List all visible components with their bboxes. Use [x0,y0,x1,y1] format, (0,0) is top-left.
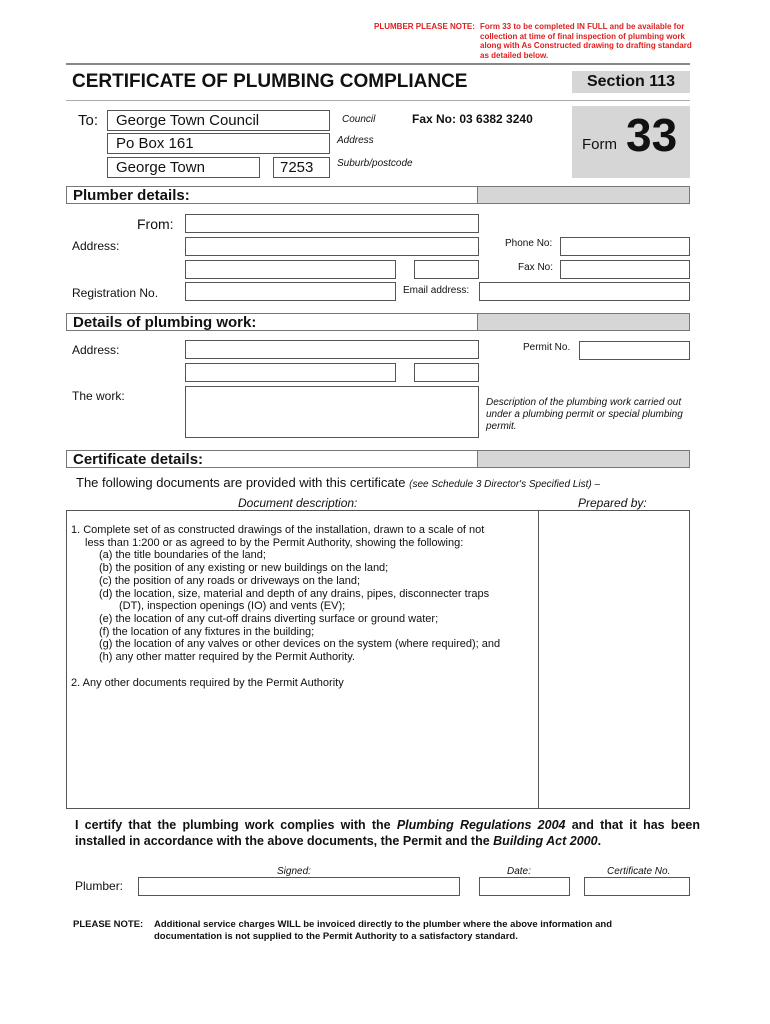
address-field[interactable]: Po Box 161 [107,133,330,154]
divider [66,100,690,101]
plumber-suburb-field[interactable] [185,260,396,279]
address-label: Address [337,135,374,146]
document-description-box[interactable]: 1. Complete set of as constructed drawings of the installation, drawn to a scale of not less than 1:200 or as agreed to by the Permit Authority, showing the following: (a) the title boundaries of the land; (b) the position of any existing or new buildings on the land; (c) the position of any roads or driveways on the land; (d) the location, size, material and depth of any drains, pipes, disconnecter traps (DT), inspection openings (IO) and vents (EV); (e) the location of any cut-off drains diverting surface or ground water; (f) the location of any fixtures in the building; (g) the location of any valves or other devices on the system (where required); and (h) any other matter required by the Permit Authority. 2. Any other documents required by the Permit Authority [66,510,539,809]
section-badge: Section 113 [572,71,690,93]
the-work-label: The work: [72,389,125,403]
plumber-address-label: Address: [72,239,120,253]
to-label: To: [78,112,99,129]
from-field[interactable] [185,214,479,233]
fax-field[interactable] [560,260,690,279]
registration-label: Registration No. [72,286,159,300]
prepared-by-label: Prepared by: [578,496,647,510]
form-number-badge: Form 33 [572,106,690,178]
divider [66,63,690,65]
postcode-field[interactable]: 7253 [273,157,330,178]
note-text: Form 33 to be completed IN FULL and be available for collection at time of final inspection of plumbing work along with As Constructed drawing to drafting standard as detailed below. [480,22,692,60]
work-description-note: Description of the plumbing work carried out under a plumbing permit or special plumbing permit. [486,397,683,432]
certificate-details-header: Certificate details: [66,450,690,468]
plumber-postcode-field[interactable] [414,260,479,279]
fax-number: Fax No: 03 6382 3240 [412,112,533,126]
plumber-label: Plumber: [75,879,124,893]
prepared-by-box[interactable] [538,510,690,809]
email-field[interactable] [479,282,690,301]
work-address-label: Address: [72,343,120,357]
work-postcode-field[interactable] [414,363,479,382]
the-work-field[interactable] [185,386,479,438]
date-label: Date: [507,866,531,877]
suburb-field[interactable]: George Town [107,157,260,178]
plumber-details-header: Plumber details: [66,186,690,204]
doc-description-label: Document description: [238,496,358,510]
date-field[interactable] [479,877,570,896]
certificate-no-field[interactable] [584,877,690,896]
council-field[interactable]: George Town Council [107,110,330,131]
from-label: From: [137,216,174,232]
council-label: Council [342,114,376,125]
fax-label: Fax No: [518,262,554,273]
email-label: Email address: [403,285,470,296]
registration-field[interactable] [185,282,396,301]
phone-field[interactable] [560,237,690,256]
signed-label: Signed: [277,866,311,877]
permit-field[interactable] [579,341,690,360]
phone-label: Phone No: [505,238,553,249]
footer-note-text: Additional service charges WILL be invoiced directly to the plumber where the above information and documentation is not supplied to the Permit Authority to a satisfactory standard. [154,919,613,942]
certification-statement: I certify that the plumbing work complies with the Plumbing Regulations 2004 and that it has been installed in accordance with the above documents, the Permit and the Building Act 2000. [75,818,700,848]
work-suburb-field[interactable] [185,363,396,382]
permit-label: Permit No. [523,342,571,353]
cert-no-label: Certificate No. [607,866,671,877]
note-label: PLUMBER PLEASE NOTE: [374,22,475,31]
plumbing-work-header: Details of plumbing work: [66,313,690,331]
page-title: CERTIFICATE OF PLUMBING COMPLIANCE [72,71,468,92]
work-address-field[interactable] [185,340,479,359]
signature-field[interactable] [138,877,460,896]
footer-note-label: PLEASE NOTE: [73,919,144,930]
suburb-label: Suburb/postcode [337,158,413,169]
certificate-intro: The following documents are provided with this certificate (see Schedule 3 Director's Specified List) – [76,475,601,490]
plumber-address-field[interactable] [185,237,479,256]
